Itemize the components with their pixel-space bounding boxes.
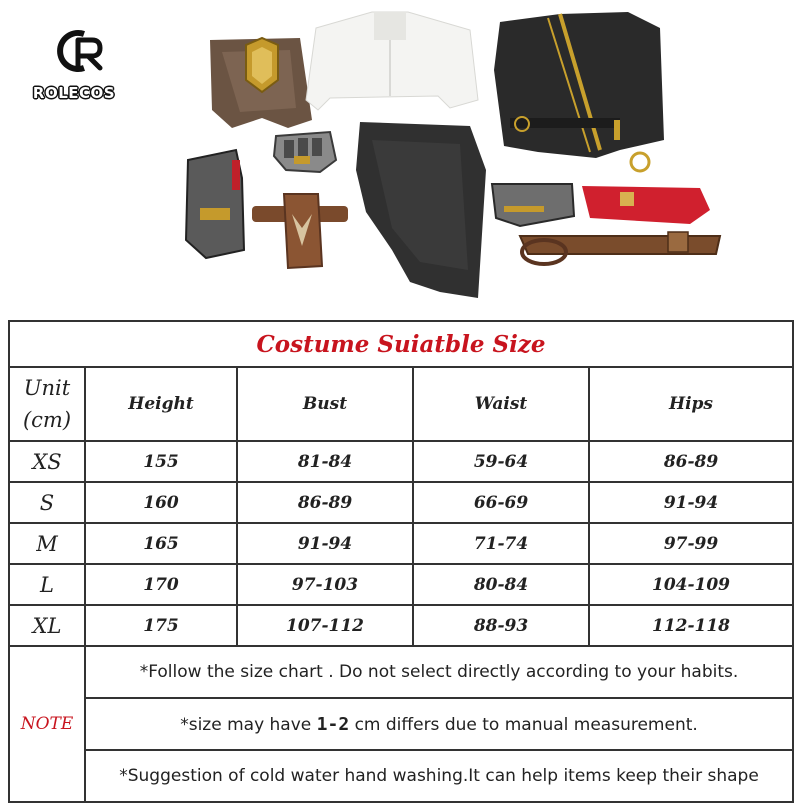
black-vest (494, 12, 664, 158)
brand-logo-mark (48, 26, 108, 76)
note-line-2-pre: *size may have (180, 714, 317, 735)
note-label: NOTE (9, 646, 85, 802)
bust-value: 107-112 (237, 605, 413, 646)
height-value: 160 (85, 482, 237, 523)
hips-value: 91-94 (589, 482, 793, 523)
size-label: M (9, 523, 85, 564)
table-row (9, 523, 793, 564)
note-line-1: *Follow the size chart . Do not select directly according to your habits. (85, 646, 793, 698)
column-header-bust: Bust (237, 367, 413, 441)
waist-value: 88-93 (413, 605, 589, 646)
hips-value: 86-89 (589, 441, 793, 482)
height-value: 165 (85, 523, 237, 564)
black-cape (356, 122, 486, 298)
height-value: 155 (85, 441, 237, 482)
size-label: S (9, 482, 85, 523)
white-shirt (306, 12, 478, 110)
note-line-2-bold: 1-2 (316, 713, 350, 735)
note-row-2 (9, 698, 793, 750)
bust-value: 86-89 (237, 482, 413, 523)
gold-ring (631, 153, 649, 171)
height-value: 175 (85, 605, 237, 646)
table-row (9, 605, 793, 646)
note-line-2 (85, 698, 793, 750)
brand-logo (14, 18, 134, 118)
note-line-2-post: cm differs due to manual measurement. (349, 714, 698, 735)
red-sash (582, 186, 710, 224)
table-row (9, 482, 793, 523)
pants-with-gold-emblem (210, 38, 312, 128)
bust-value: 91-94 (237, 523, 413, 564)
note-row-1 (9, 646, 793, 698)
size-label: L (9, 564, 85, 605)
waist-value: 71-74 (413, 523, 589, 564)
size-chart-table (8, 320, 794, 803)
brand-name: ROLECOS (32, 84, 116, 102)
bracer (492, 184, 574, 226)
leather-belt (520, 232, 720, 264)
hips-value: 97-99 (589, 523, 793, 564)
bust-value: 81-84 (237, 441, 413, 482)
bust-value: 97-103 (237, 564, 413, 605)
size-label: XL (9, 605, 85, 646)
column-header-waist: Waist (413, 367, 589, 441)
height-value: 170 (85, 564, 237, 605)
thigh-holster (252, 194, 348, 268)
table-row (9, 441, 793, 482)
column-header-hips: Hips (589, 367, 793, 441)
unit-label: Unit (23, 376, 71, 400)
column-header-height: Height (85, 367, 237, 441)
unit-header (9, 367, 85, 441)
waist-value: 59-64 (413, 441, 589, 482)
size-label: XS (9, 441, 85, 482)
table-title-row (9, 321, 793, 367)
table-header-row (9, 367, 793, 441)
note-line-3: *Suggestion of cold water hand washing.It can help items keep their shape (85, 750, 793, 802)
waist-value: 66-69 (413, 482, 589, 523)
note-row-3 (9, 750, 793, 802)
table-title: Costume Suiatble Size (9, 321, 793, 367)
hips-value: 112-118 (589, 605, 793, 646)
table-row (9, 564, 793, 605)
shoulder-armor (186, 150, 244, 258)
gauntlet-glove (274, 132, 336, 172)
waist-value: 80-84 (413, 564, 589, 605)
hips-value: 104-109 (589, 564, 793, 605)
unit-cm-label: (cm) (22, 408, 72, 432)
